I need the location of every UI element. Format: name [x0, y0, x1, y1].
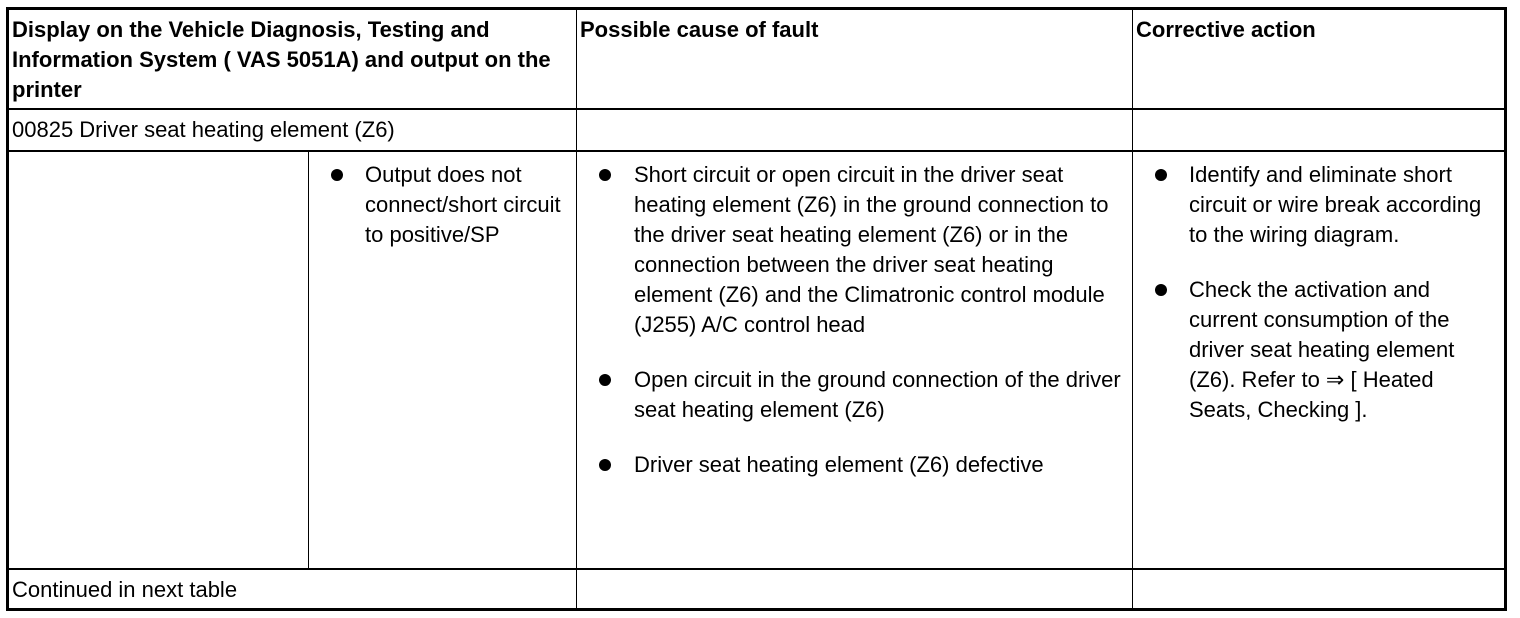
action-list — [1133, 160, 1504, 425]
continued-label: Continued in next table — [12, 577, 238, 602]
list-item — [577, 450, 1132, 480]
header-action-label: Corrective action — [1136, 17, 1316, 42]
fault-detail-row — [9, 152, 1504, 570]
fault-code-action-empty — [1133, 110, 1504, 150]
cause-text: Driver seat heating element (Z6) defective — [634, 452, 1044, 477]
header-cell-display — [9, 10, 577, 108]
continued-cause-empty — [577, 570, 1133, 608]
continued-cell — [9, 570, 577, 608]
bullet-icon — [1155, 284, 1167, 296]
header-display-label: Display on the Vehicle Diagnosis, Testing and Information System ( VAS 5051A) and output on the printer — [12, 17, 551, 102]
header-cell-cause — [577, 10, 1133, 108]
fault-code-row — [9, 110, 1504, 152]
list-item — [577, 160, 1132, 340]
fault-code-cause-empty — [577, 110, 1133, 150]
cause-text: Short circuit or open circuit in the driver seat heating element (Z6) in the ground connection to the driver seat heating element (Z6) or in the connection between the driver seat heating element (Z6) and the Climatronic control module (J255) A/C control head — [634, 162, 1109, 337]
list-item — [309, 160, 576, 250]
fault-code-cell — [9, 110, 577, 150]
continued-action-empty — [1133, 570, 1504, 608]
fault-table — [6, 7, 1507, 611]
detail-action-cell — [1133, 152, 1504, 568]
action-text: Identify and eliminate short circuit or wire break according to the wiring diagram. — [1189, 162, 1482, 247]
display-list — [309, 160, 576, 250]
list-item — [1133, 275, 1504, 425]
list-item — [577, 365, 1132, 425]
list-item — [1133, 160, 1504, 250]
bullet-icon — [599, 374, 611, 386]
bullet-icon — [1155, 169, 1167, 181]
bullet-icon — [599, 459, 611, 471]
display-text: Output does not connect/short circuit to positive/SP — [365, 162, 561, 247]
continued-row — [9, 570, 1504, 608]
detail-display-cell — [309, 152, 577, 568]
action-text: Check the activation and current consumption of the driver seat heating element (Z6). Refer to ⇒ [ Heated Seats, Checking ]. — [1189, 277, 1455, 422]
header-cell-action — [1133, 10, 1504, 108]
detail-cause-cell — [577, 152, 1133, 568]
detail-indent-cell — [9, 152, 309, 568]
fault-code-label: 00825 Driver seat heating element (Z6) — [12, 117, 395, 142]
cause-list — [577, 160, 1132, 480]
bullet-icon — [331, 169, 343, 181]
bullet-icon — [599, 169, 611, 181]
cause-text: Open circuit in the ground connection of the driver seat heating element (Z6) — [634, 367, 1121, 422]
table-header-row — [9, 10, 1504, 110]
header-cause-label: Possible cause of fault — [580, 17, 819, 42]
